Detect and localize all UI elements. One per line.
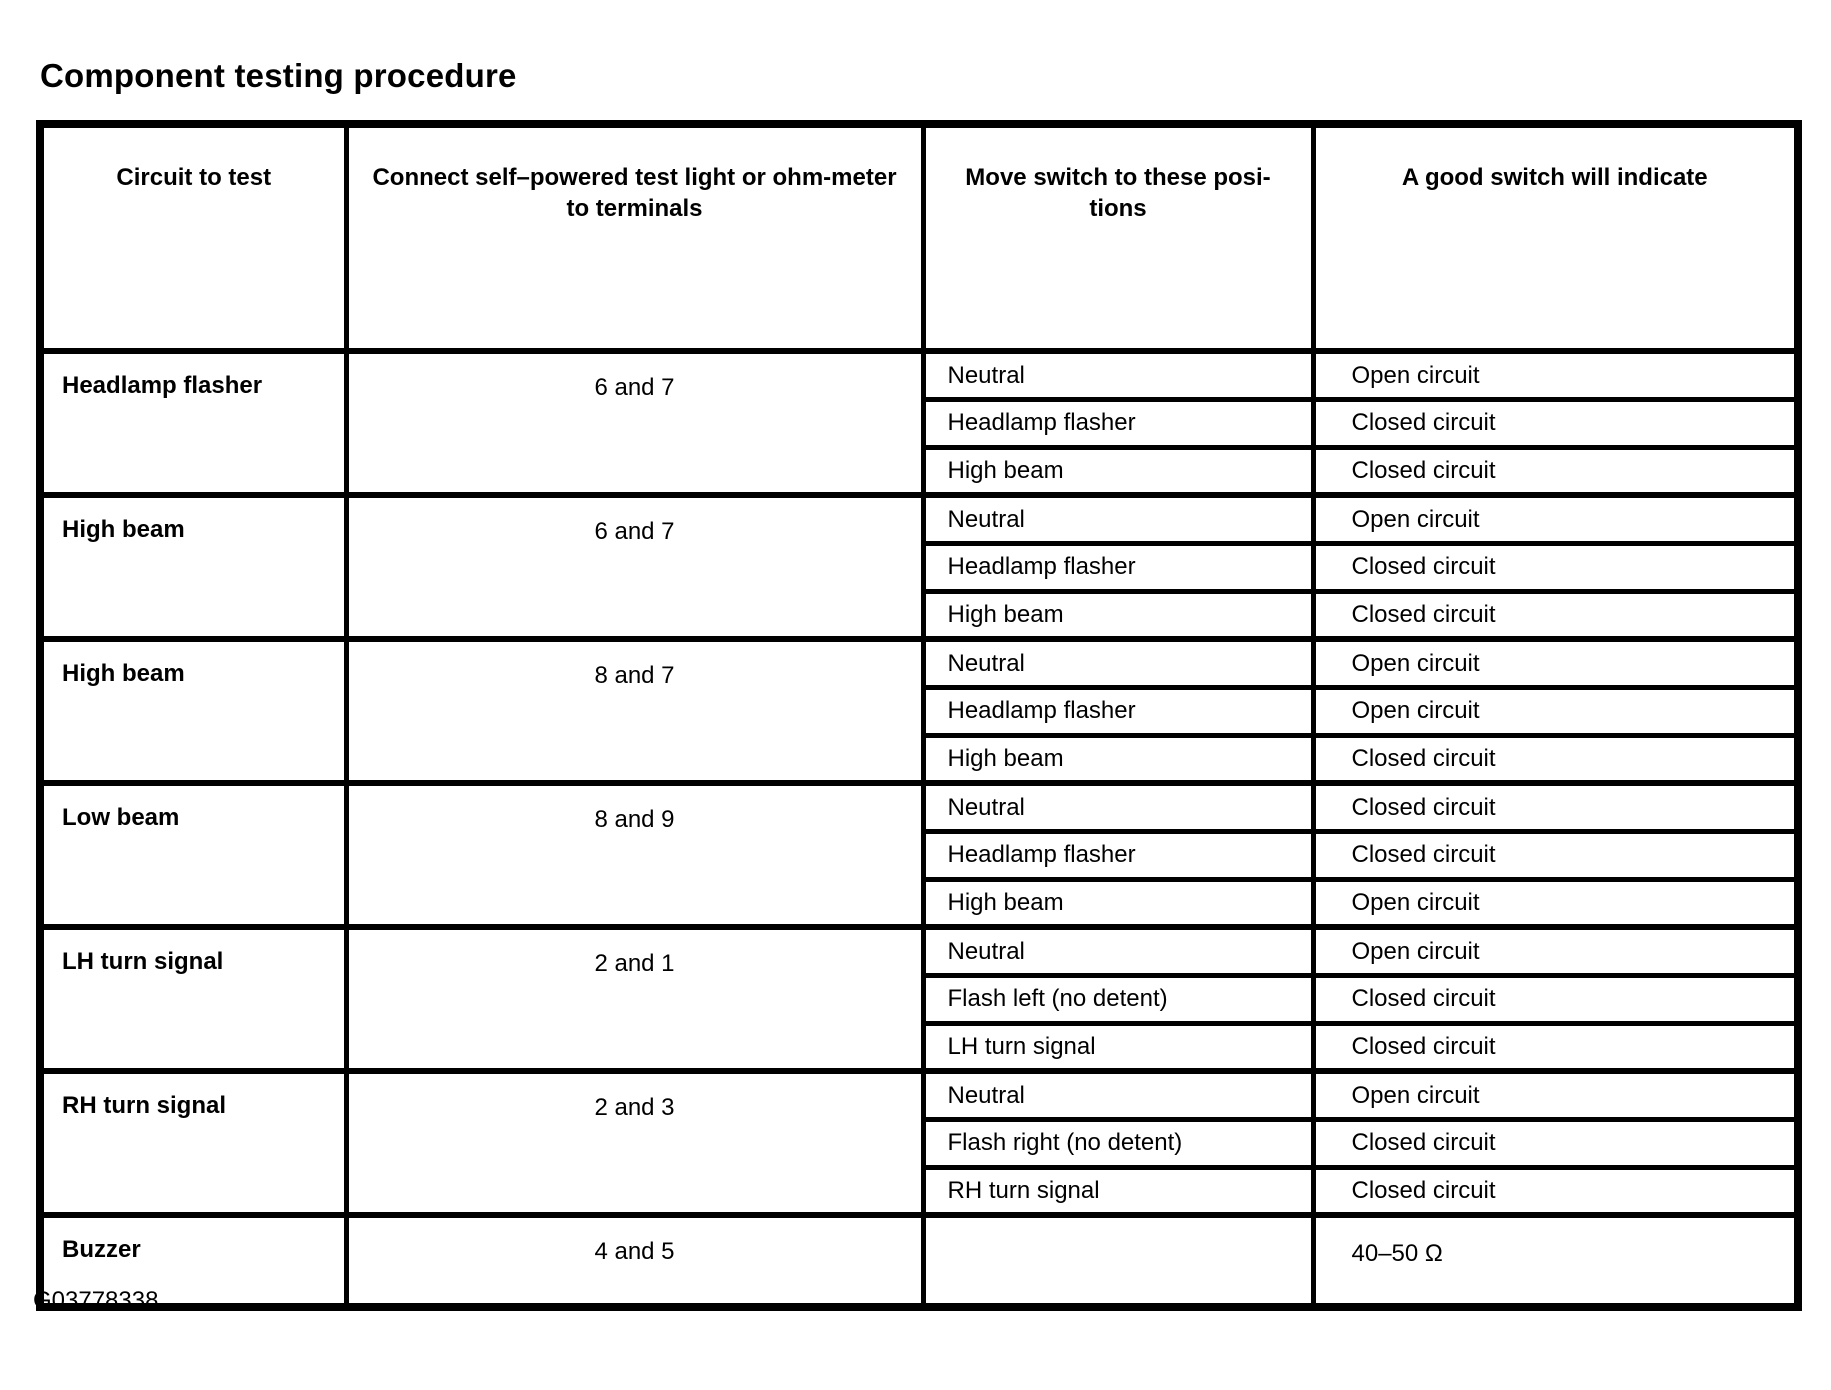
table-row xyxy=(40,495,1798,543)
result-cell: Open circuit xyxy=(1313,927,1798,975)
col-header-circuit-to-test: Circuit to test xyxy=(40,124,346,351)
switch-position-cell: Neutral xyxy=(923,1071,1313,1119)
result-cell: Closed circuit xyxy=(1313,735,1798,783)
result-cell: Closed circuit xyxy=(1313,1023,1798,1071)
circuit-cell: Headlamp flasher xyxy=(40,351,346,495)
circuit-cell: RH turn signal xyxy=(40,1071,346,1215)
result-cell: Open circuit xyxy=(1313,879,1798,927)
result-cell: Closed circuit xyxy=(1313,1167,1798,1215)
result-cell: 40–50 Ω xyxy=(1313,1215,1798,1307)
page-title: Component testing procedure xyxy=(40,57,517,94)
result-cell: Open circuit xyxy=(1313,687,1798,735)
switch-position-cell: High beam xyxy=(923,447,1313,495)
result-cell: Open circuit xyxy=(1313,639,1798,687)
terminals-cell: 2 and 1 xyxy=(346,927,923,1071)
table-row xyxy=(40,351,1798,399)
terminals-cell: 6 and 7 xyxy=(346,495,923,639)
col-header-connect-terminals: Connect self–powered test light or ohm-meter to terminals xyxy=(346,124,923,351)
table-row xyxy=(40,927,1798,975)
terminals-cell: 4 and 5 xyxy=(346,1215,923,1307)
header-row xyxy=(40,124,1798,351)
table-row xyxy=(40,1215,1798,1307)
component-testing-table xyxy=(36,120,1802,1311)
switch-position-cell: Neutral xyxy=(923,927,1313,975)
result-cell: Open circuit xyxy=(1313,1071,1798,1119)
switch-position-cell: RH turn signal xyxy=(923,1167,1313,1215)
circuit-cell: Buzzer xyxy=(40,1215,346,1307)
result-cell: Open circuit xyxy=(1313,351,1798,399)
figure-id: G03778338 xyxy=(33,1287,159,1314)
col-header-good-switch-indication: A good switch will indicate xyxy=(1313,124,1798,351)
switch-position-cell: Headlamp flasher xyxy=(923,543,1313,591)
circuit-cell: High beam xyxy=(40,639,346,783)
result-cell: Closed circuit xyxy=(1313,447,1798,495)
switch-position-cell: Neutral xyxy=(923,351,1313,399)
result-cell: Closed circuit xyxy=(1313,1119,1798,1167)
switch-position-cell: Headlamp flasher xyxy=(923,399,1313,447)
terminals-cell: 6 and 7 xyxy=(346,351,923,495)
switch-position-cell: Neutral xyxy=(923,495,1313,543)
circuit-cell: LH turn signal xyxy=(40,927,346,1071)
result-cell: Open circuit xyxy=(1313,495,1798,543)
result-cell: Closed circuit xyxy=(1313,399,1798,447)
terminals-cell: 8 and 7 xyxy=(346,639,923,783)
switch-position-cell: Flash left (no detent) xyxy=(923,975,1313,1023)
table-row xyxy=(40,639,1798,687)
terminals-cell: 2 and 3 xyxy=(346,1071,923,1215)
switch-position-cell: High beam xyxy=(923,879,1313,927)
result-cell: Closed circuit xyxy=(1313,831,1798,879)
switch-position-cell: LH turn signal xyxy=(923,1023,1313,1071)
table-row xyxy=(40,1071,1798,1119)
switch-position-cell: Neutral xyxy=(923,639,1313,687)
switch-position-cell xyxy=(923,1215,1313,1307)
circuit-cell: High beam xyxy=(40,495,346,639)
switch-position-cell: High beam xyxy=(923,591,1313,639)
result-cell: Closed circuit xyxy=(1313,591,1798,639)
switch-position-cell: High beam xyxy=(923,735,1313,783)
table-row xyxy=(40,783,1798,831)
col-header-switch-positions: Move switch to these posi-tions xyxy=(923,124,1313,351)
switch-position-cell: Headlamp flasher xyxy=(923,831,1313,879)
circuit-cell: Low beam xyxy=(40,783,346,927)
switch-position-cell: Neutral xyxy=(923,783,1313,831)
switch-position-cell: Headlamp flasher xyxy=(923,687,1313,735)
result-cell: Closed circuit xyxy=(1313,543,1798,591)
terminals-cell: 8 and 9 xyxy=(346,783,923,927)
result-cell: Closed circuit xyxy=(1313,975,1798,1023)
switch-position-cell: Flash right (no detent) xyxy=(923,1119,1313,1167)
result-cell: Closed circuit xyxy=(1313,783,1798,831)
